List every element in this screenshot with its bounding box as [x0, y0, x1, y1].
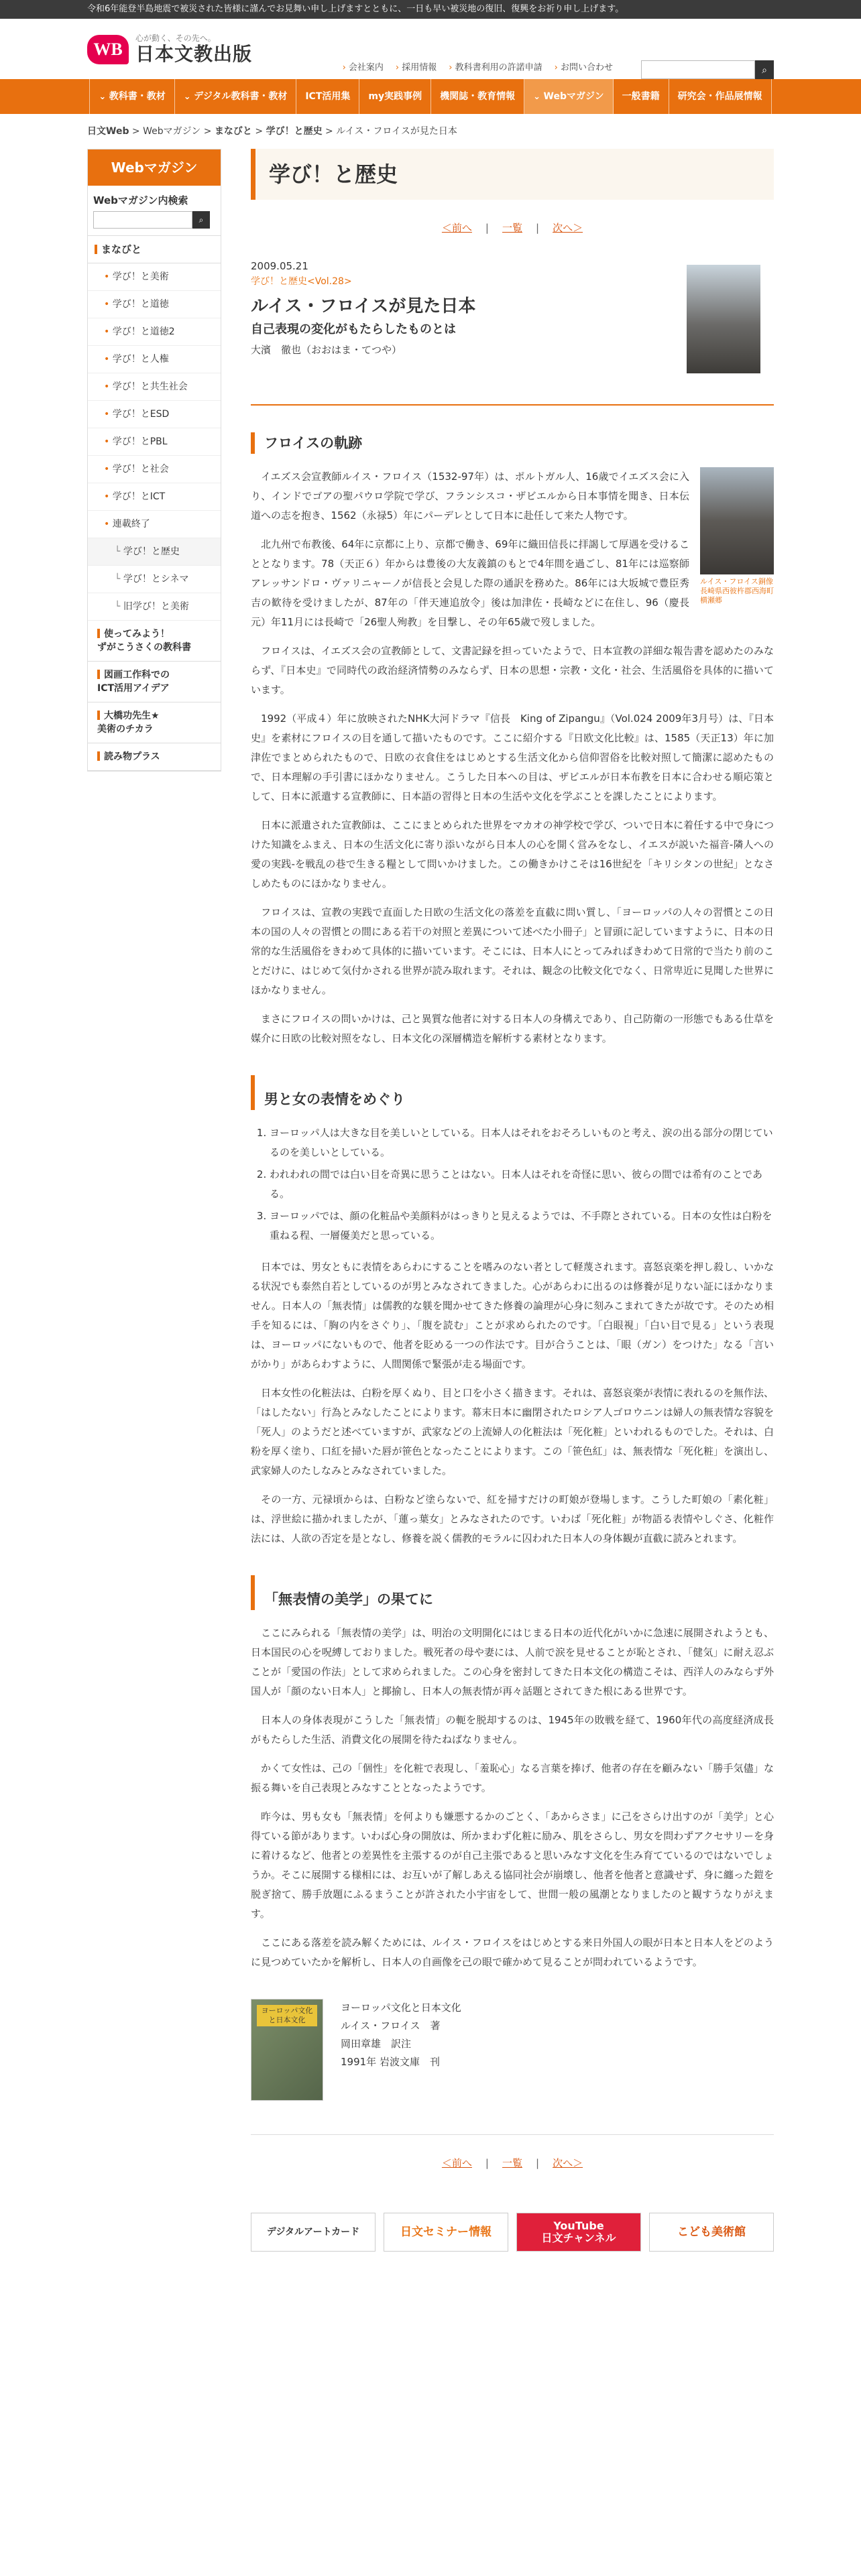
book-publisher: 1991年 岩波文庫 刊 — [341, 2055, 440, 2068]
breadcrumb-history[interactable]: 学び！と歴史 — [266, 126, 323, 137]
sidebar-search-button[interactable] — [192, 211, 210, 229]
banner-kids-museum[interactable]: こども美術館 — [649, 2213, 774, 2252]
breadcrumb-current: ルイス・フロイスが見た日本 — [336, 126, 457, 137]
figure-caption: ルイス・フロイス銅像 長崎県西彼杵郡西海町横瀬郷 — [700, 576, 774, 605]
sidebar-item[interactable]: • 学び！とICT — [88, 483, 221, 511]
sidebar-sub-cinema[interactable]: └ 学び！とシネマ — [88, 566, 221, 593]
book-cover-label: ヨーロッパ文化と日本文化 — [257, 2005, 317, 2026]
banner-youtube[interactable]: YouTube 日文チャンネル — [516, 2213, 641, 2252]
list-item: 2. われわれの間では白い目を奇異に思うことはない。日本人はそれを奇怪に思い、彼らの間では希有のことである。 — [270, 1165, 774, 1204]
paragraph: 日本に派遣された宣教師は、ここにまとめられた世界をマカオの神学校で学び、ついで日本に着任する中で身につけた知識をふまえ、日本の生活文化に寄り添いながら日本人の心を開く営みをなし、イエスが説いた福音-隣人への愛の実践-を戦乱の巷で生きる糧として問いかけました。この働きかけこそは16世紀を「キリシタンの世紀」となさしめたものにほかなりません。 — [251, 818, 774, 890]
search-icon: ⌕ — [762, 64, 767, 75]
banner-seminar[interactable]: 日文セミナー情報 — [384, 2213, 508, 2252]
pager-next[interactable]: 次へ＞ — [553, 2156, 583, 2169]
sidebar-item[interactable]: • 学び！と共生社会 — [88, 373, 221, 401]
divider — [251, 2134, 774, 2135]
sidebar-link-ict[interactable]: 図画工作科での ICT活用アイデア — [88, 662, 221, 702]
pager-bottom — [251, 2154, 774, 2173]
paragraph: かくて女性は、己の「個性」を化粧で表現し、「羞恥心」なる言葉を捧げ、他者の存在を顧みない「勝手気儘」な振る舞いを自己表現とみなすこととなったようです。 — [251, 1762, 774, 1794]
gnav-textbooks[interactable]: ⌄ 教科書・教材 — [89, 79, 174, 114]
footer-banners — [251, 2213, 774, 2252]
article-title: ルイス・フロイスが見た日本 — [251, 296, 476, 316]
header — [0, 19, 861, 79]
statue-image — [700, 467, 774, 574]
paragraph: 1992（平成４）年に放映されたNHK大河ドラマ『信長 King of Zipangu』（Vol.024 2009年3月号）は、『日本史』を素材にフロイスの目を通して描いたものです。ここに紹介する『日欧文化比較』は、1585（天正13）年に加津佐でまとめられたもので、日欧の衣食住をはじめとする生活文化から信仰習俗を比較対照して簡潔に認めたもので、日本理解の手引書にほかなりません。こうした日本への目は、ザビエルが日本布教を日本に合わせる順応策として、日本に派遣する宣教師に、日本語の習得と日本の生活や文化を学ぶことを課したことによります。 — [251, 712, 774, 802]
statue-figure — [700, 467, 774, 605]
sidebar-search-input[interactable] — [93, 211, 192, 229]
pager-top — [251, 219, 774, 238]
paragraph: 日本人の身体表現がこうした「無表情」の軛を脱却するのは、1945年の敗戦を経て、1960年代の高度経済成長がもたらした生活、消費文化の展開を待たねばなりません。 — [251, 1713, 774, 1745]
sidebar-title[interactable]: Webマガジン — [88, 149, 221, 186]
sidebar-search — [88, 186, 221, 236]
sidebar-search-title: Webマガジン内検索 — [93, 194, 188, 206]
sidebar-item[interactable]: • 学び！と道徳2 — [88, 318, 221, 346]
main-content — [251, 149, 774, 2278]
util-link-recruit[interactable]: › 採用情報 — [396, 60, 437, 77]
page-title: 学び！と歴史 — [251, 149, 774, 200]
book-title: ヨーロッパ文化と日本文化 — [341, 2001, 461, 2014]
breadcrumb-sep: > — [322, 126, 337, 137]
sidebar — [87, 149, 221, 772]
search-icon: ⌕ — [198, 214, 204, 225]
gnav-ict[interactable]: ICT活用集 — [296, 79, 359, 114]
paragraph: 昨今は、男も女も「無表情」を何よりも嫌悪するかのごとく、「あからさま」に己をさらけ出すのが「美学」と心得ている節があります。いわば心身の開放は、所かまわず化粧に励み、肌をさらし、男女を問わずアクセサリーを身に着けるなど、他者との差異性を主張するのが自己主張であると思いみなす文化を生み育てているのではないでしょうか。そこに展開する様相には、お互いが了解しあえる協同社会が崩壊し、他者を他者と意識せず、身に纏った鎧を脱ぎ捨て、勝手放題にふるまうことが許された小宇宙をして、世間一般の風潮となりましたのと観すうなりがえます。 — [251, 1810, 774, 1920]
list-item: 3. ヨーロッパでは、顔の化粧品や美顔料がはっきりと見えるようでは、不手際とされている。日本の女性は白粉を重ねる程、一層優美だと思っている。 — [270, 1207, 774, 1245]
paragraph: フロイスは、イエズス会の宣教師として、文書記録を担っていたようで、日本宣教の詳細な報告書を認めたのみならず、『日本史』で同時代の政治経済情勢のみならず、日本の思想・宗教・文化・社会、生活風俗を具体的に描いています。 — [251, 644, 774, 696]
paragraph: フロイスは、宣教の実践で直面した日欧の生活文化の落差を直截に問い質し、「ヨーロッパの人々の習慣とこの日本の国の人々の習慣との間にある若干の対照と差異について述べた小冊子」と冒頭に記していますように、日本の日常的な生活風俗をきわめて具体的に描いています。そこには、日本人にとってみればきわめて日常的で当たり前のことだけに、はじめて気付かされる世界が読み取れます。それは、観念の比較文化でなく、日常卑近に見聞した世界にほかなりません。 — [251, 906, 774, 996]
breadcrumb-webmag[interactable]: Webマガジン — [143, 126, 201, 137]
gnav-webmagazine[interactable]: ⌄ Webマガジン — [524, 79, 614, 114]
logo-name: 日本文教出版 — [135, 43, 253, 65]
book-cover — [251, 1999, 323, 2101]
site-logo[interactable] — [87, 34, 252, 66]
section-heading: 男と女の表情をめぐり — [251, 1075, 774, 1110]
book-info — [341, 1999, 461, 2101]
header-search-input[interactable] — [641, 60, 755, 79]
author-photo — [687, 265, 760, 373]
breadcrumb — [0, 114, 861, 149]
pager-list[interactable]: 一覧 — [502, 2156, 522, 2169]
pager-sep: | — [536, 2156, 540, 2169]
utility-links — [343, 60, 613, 77]
sidebar-sub-old-art[interactable]: └ 旧学び！と美術 — [88, 593, 221, 621]
paragraph: その一方、元禄頃からは、白粉など塗らないで、紅を掃すだけの町娘が登場します。こうした町娘の「素化粧」は、浮世絵に描かれましたが、「蓮っ葉女」とみなされたのです。いわば「死化粧」が物語る表情やしぐさ、化粧作法には、人欲の否定を是となし、修養を説く儒教的モラルに囚われた日本人の身体観が直截に読みとれます。 — [251, 1493, 774, 1544]
breadcrumb-home[interactable]: 日文Web — [87, 126, 129, 137]
paragraph: まさにフロイスの問いかけは、己と異質な他者に対する日本人の身構えであり、自己防衛の一形態でもある仕草を媒介に日欧の比較対照をなし、日本文化の深層構造を解析する素材となります。 — [251, 1012, 774, 1044]
gnav-books[interactable]: 一般書籍 — [614, 79, 669, 114]
gnav-my-practice[interactable]: my実践事例 — [359, 79, 431, 114]
pager-sep: | — [485, 222, 489, 234]
gnav-research[interactable]: 研究会・作品展情報 — [669, 79, 772, 114]
header-search-button[interactable] — [755, 60, 774, 79]
book-author: ルイス・フロイス 著 — [341, 2019, 441, 2032]
notice-bar: 令和6年能登半島地震で被災された皆様に謹んでお見舞い申し上げますとともに、一日も早い被災地の復旧、復興をお祈り申し上げます。 — [0, 0, 861, 19]
pager-next[interactable]: 次へ＞ — [553, 222, 583, 234]
sidebar-sub-history[interactable]: └ 学び！と歴史 — [88, 538, 221, 566]
util-link-permission[interactable]: › 教科書利用の許諾申請 — [449, 60, 542, 77]
paragraph: 日本では、男女ともに表情をあらわにすることを嗜みのない者として軽蔑されます。喜怒哀楽を押し殺し、いかなる状況でも泰然自若としているのが男とみなされてきました。心があらわに出るのは修養が足りない証にほかなりません。日本人の「無表情」は儒教的な躾を聞かせてきた修養の論理が心身に刻みこまれてきたが故です。そのため相手を知るには、「胸の内をさぐり」、「腹を読む」ことが求められたのです。「白眼視」「白い目で見る」という表現は、ヨーロッパにないもので、他者を貶める一つの作法です。目が合うことは、「眼（ガン）をつけた」なる「言いがかり」があらわすように、人間関係で緊張が走る場面です。 — [251, 1260, 774, 1370]
article-header — [251, 258, 774, 406]
gnav-journal[interactable]: 機関誌・教育情報 — [431, 79, 524, 114]
logo-tagline: 心が動く、その先へ。 — [135, 34, 216, 43]
book-reference — [251, 1999, 774, 2101]
sidebar-link-reading[interactable]: 読み物プラス — [88, 743, 221, 771]
gnav-digital[interactable]: ⌄ デジタル教科書・教材 — [175, 79, 297, 114]
pager-sep: | — [536, 222, 540, 234]
paragraph: イエズス会宣教師ルイス・フロイス（1532-97年）は、ポルトガル人、16歳でイエズス会に入り、インドでゴアの聖パウロ学院で学び、フランシスコ・ザビエルから日本事情を聞き、日本伝道への志を抱き、1562（永禄5）年にパーデレとして日本に赴任して来た人物です。 — [251, 470, 689, 522]
paragraph: 北九州で布教後、64年に京都に上り、京都で働き、69年に織田信長に拝謁して厚遇を受けることとなります。78（天正６）年からは豊後の大友義鎮のもとで4年間を過ごし、81年には巡察師アレッサンドロ・ヴァリニャーノが信長と会見した際の通訳を務めた。86年には大坂城で豊臣秀吉の歓待を受けましたが、87年の「伴天連追放令」後は加津佐・長崎などに在住し、96（慶長元）年11月には長崎で「26聖人殉教」を目撃し、その年65歳で歿しました。 — [251, 538, 689, 628]
logo-text — [135, 34, 252, 66]
paragraph: 日本女性の化粧法は、白粉を厚くぬり、目と口を小さく描きます。それは、喜怒哀楽が表情に表れるのを無作法、「はしたない」行為とみなしたことによります。幕末日本に幽閉されたロシア人ゴロウニンは婦人の無表情な容貌を「死人」のようだと述べていますが、武家などの上流婦人の化粧法は「死化粧」といわれるものでした。それは、白粉を厚く塗り、口紅を掃いた唇が笹色となったことによります。この「笹色紅」は、無表情な「死化粧」を演出し、武家婦人のたしなみとみなされていました。 — [251, 1386, 774, 1477]
list-item: 1. ヨーロッパ人は大きな目を美しいとしている。日本人はそれをおそろしいものと考え、涙の出る部分の閉じているのを美しいとしている。 — [270, 1123, 774, 1162]
article-category[interactable]: 学び！と歴史<Vol.28> — [251, 275, 352, 287]
logo-mark: WB — [87, 35, 129, 64]
util-link-contact[interactable]: › お問い合わせ — [555, 60, 613, 77]
header-search — [641, 60, 774, 79]
section-heading: フロイスの軌跡 — [251, 432, 774, 454]
breadcrumb-manabito[interactable]: まなびと — [214, 126, 252, 137]
article-author: 大濱 徹也（おおはま・てつや） — [251, 343, 402, 356]
paragraph: ここにある落差を読み解くためには、ルイス・フロイスをはじめとする来日外国人の眼が日本と日本人をどのように見つめていたかを解析し、日本人の自画像を己の眼で確かめて見ることが問われているようです。 — [251, 1936, 774, 1968]
pager-prev[interactable]: ＜前へ — [441, 222, 472, 234]
sidebar-item[interactable]: • 学び！とPBL — [88, 428, 221, 456]
breadcrumb-sep: > — [129, 126, 144, 137]
pager-prev[interactable]: ＜前へ — [441, 2156, 472, 2169]
sidebar-link-ohashi[interactable]: 大橋功先生★ 美術のチカラ — [88, 702, 221, 743]
sidebar-item[interactable]: • 学び！と社会 — [88, 456, 221, 483]
sidebar-item[interactable]: • 学び！と道徳 — [88, 291, 221, 318]
comparison-list — [270, 1123, 774, 1245]
banner-digital-art-card[interactable]: デジタルアートカード — [251, 2213, 376, 2252]
book-translator: 岡田章雄 訳注 — [341, 2037, 412, 2050]
sidebar-item[interactable]: • 学び！と人権 — [88, 346, 221, 373]
pager-sep: | — [485, 2156, 489, 2169]
sidebar-section-manabito[interactable]: まなびと — [88, 236, 221, 263]
sidebar-link-textbook[interactable]: 使ってみよう！ ずがこうさくの教科書 — [88, 621, 221, 662]
article-date: 2009.05.21 — [251, 259, 308, 272]
sidebar-item[interactable]: • 学び！とESD — [88, 401, 221, 428]
util-link-company[interactable]: › 会社案内 — [343, 60, 384, 77]
global-nav — [0, 79, 861, 114]
breadcrumb-sep: > — [251, 126, 266, 137]
section-heading: 「無表情の美学」の果てに — [251, 1575, 774, 1610]
paragraph: ここにみられる「無表情の美学」は、明治の文明開化にはじまる日本の近代化がいかに急速に展開されようとも、日本国民の心を呪縛しておりました。戦死者の母や妻には、人前で涙を見せることが恥とされ、「健気」に耐え忍ぶことが「愛国の作法」として求められました。この心身を密封してきた日本文化の構造こそは、西洋人のみならず外国人が「顔のない日本人」と揶揄し、日本人の無表情が再々話題とされてきた根にある世界です。 — [251, 1626, 774, 1697]
sidebar-item[interactable]: • 学び！と美術 — [88, 263, 221, 291]
breadcrumb-sep: > — [200, 126, 215, 137]
article-subtitle: 自己表現の変化がもたらしたものとは — [251, 322, 456, 336]
pager-list[interactable]: 一覧 — [502, 222, 522, 234]
sidebar-item-ended[interactable]: • 連載終了 — [88, 511, 221, 538]
